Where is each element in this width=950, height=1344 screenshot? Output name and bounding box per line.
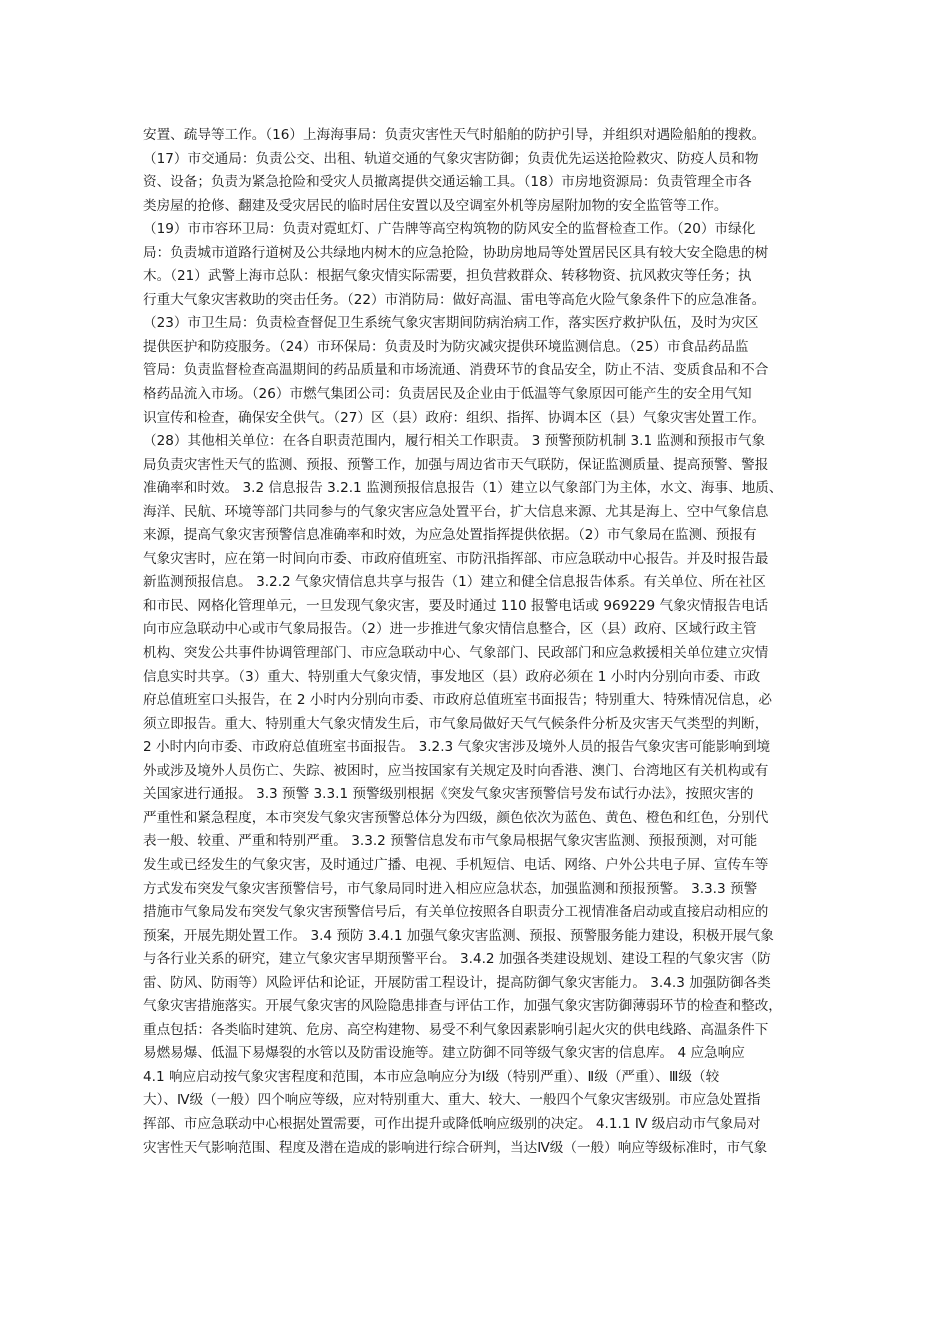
text-line: 发生或已经发生的气象灾害，及时通过广播、电视、手机短信、电话、网络、户外公共电子屏、宣传车等 — [143, 856, 769, 873]
text-line: 2 小时内向市委、市政府总值班室书面报告。 3.2.3 气象灾害涉及境外人员的报告气象灾害可能影响到境 — [143, 739, 771, 756]
text-line: 行重大气象灾害救助的突击任务。（22）市消防局：做好高温、雷电等高危火险气象条件下的应急准备。 — [143, 291, 766, 308]
text-line: 管局：负责监督检查高温期间的药品质量和市场流通、消费环节的食品安全，防止不洁、变质食品和不合 — [143, 362, 769, 379]
text-line: 向市应急联动中心或市气象局报告。（2）进一步推进气象灾情信息整合，区（县）政府、区域行政主管 — [143, 621, 757, 638]
text-line: 来源，提高气象灾害预警信息准确率和时效，为应急处置指挥提供依据。（2）市气象局在监测、预报有 — [143, 527, 757, 544]
body-text — [143, 124, 813, 1160]
text-line: 资、设备；负责为紧急抢险和受灾人员撤离提供交通运输工具。（18）市房地资源局：负责管理全市各 — [143, 174, 752, 191]
text-line: 严重性和紧急程度，本市突发气象灾害预警总体分为四级，颜色依次为蓝色、黄色、橙色和红色，分别代 — [143, 809, 769, 826]
text-line: 与各行业关系的研究，建立气象灾害早期预警平台。 3.4.2 加强各类建设规划、建设工程的气象灾害（防 — [143, 951, 771, 968]
text-line: 局负责灾害性天气的监测、预报、预警工作，加强与周边省市天气联防，保证监测质量、提高预警、警报 — [143, 456, 769, 473]
text-line: 4.1 响应启动按气象灾害程度和范围，本市应急响应分为Ⅰ级（特别严重）、Ⅱ级（严重）、Ⅲ级（较 — [143, 1068, 720, 1085]
text-line: （19）市市容环卫局：负责对霓虹灯、广告牌等高空构筑物的防风安全的监督检查工作。（20）市绿化 — [143, 221, 756, 238]
text-line: 气象灾害措施落实。开展气象灾害的风险隐患排查与评估工作，加强气象灾害防御薄弱环节的检查和整改， — [143, 998, 782, 1015]
text-line: 府总值班室口头报告，在 2 小时内分别向市委、市政府总值班室书面报告；特别重大、特殊情况信息，必 — [143, 692, 773, 709]
text-line: 表一般、较重、严重和特别严重。 3.3.2 预警信息发布市气象局根据气象灾害监测、预报预测，对可能 — [143, 833, 758, 850]
text-line: 关国家进行通报。 3.3 预警 3.3.1 预警级别根据《突发气象灾害预警信号发布试行办法》，按照灾害的 — [143, 786, 754, 803]
text-line: 易燃易爆、低温下易爆裂的水管以及防雷设施等。建立防御不同等级气象灾害的信息库。 4 应急响应 — [143, 1045, 745, 1062]
text-line: 须立即报告。重大、特别重大气象灾情发生后，市气象局做好天气气候条件分析及灾害天气类型的判断， — [143, 715, 769, 732]
text-line: （23）市卫生局：负责检查督促卫生系统气象灾害期间防病治病工作，落实医疗救护队伍，及时为灾区 — [143, 315, 759, 332]
text-line: 类房屋的抢修、翻建及受灾居民的临时居住安置以及空调室外机等房屋附加物的安全监管等工作。 — [143, 197, 728, 214]
text-line: 挥部、市应急联动中心根据处置需要，可作出提升或降低响应级别的决定。 4.1.1 Ⅳ 级启动市气象局对 — [143, 1115, 761, 1132]
text-line: 方式发布突发气象灾害预警信号，市气象局同时进入相应应急状态，加强监测和预报预警。 3.3.3 预警 — [143, 880, 758, 897]
text-line: 灾害性天气影响范围、程度及潜在造成的影响进行综合研判，当达Ⅳ级（一般）响应等级标准时，市气象 — [143, 1139, 768, 1156]
text-line: 局：负责城市道路行道树及公共绿地内树木的应急抢险，协助房地局等处置居民区具有较大安全隐患的树 — [143, 244, 769, 261]
text-line: 外或涉及境外人员伤亡、失踪、被困时，应当按国家有关规定及时向香港、澳门、台湾地区有关机构或有 — [143, 762, 769, 779]
text-line: 机构、突发公共事件协调管理部门、市应急联动中心、气象部门、民政部门和应急救援相关单位建立灾情 — [143, 645, 769, 662]
text-line: 和市民、网格化管理单元，一旦发现气象灾害，要及时通过 110 报警电话或 969229 气象灾情报告电话 — [143, 597, 769, 614]
text-line: 措施市气象局发布突发气象灾害预警信号后，有关单位按照各自职责分工视情准备启动或直接启动相应的 — [143, 904, 769, 921]
text-line: 海洋、民航、环境等部门共同参与的气象灾害应急处置平台，扩大信息来源、尤其是海上、空中气象信息 — [143, 503, 769, 520]
text-line: 提供医护和防疫服务。（24）市环保局：负责及时为防灾减灾提供环境监测信息。（25）市食品药品监 — [143, 338, 749, 355]
text-line: 大）、Ⅳ级（一般）四个响应等级，应对特别重大、重大、较大、一般四个气象灾害级别。市应急处置指 — [143, 1092, 761, 1109]
text-line: 识宣传和检查，确保安全供气。（27）区（县）政府：组织、指挥、协调本区（县）气象灾害处置工作。 — [143, 409, 766, 426]
text-line: （28）其他相关单位：在各自职责范围内，履行相关工作职责。 3 预警预防机制 3.1 监测和预报市气象 — [143, 433, 766, 450]
text-line: 安置、疏导等工作。（16）上海海事局：负责灾害性天气时船舶的防护引导，并组织对遇险船舶的搜救。 — [143, 127, 766, 143]
text-line: 信息实时共享。（3）重大、特别重大气象灾情，事发地区（县）政府必须在 1 小时内分别向市委、市政 — [143, 668, 761, 685]
text-line: 格药品流入市场。（26）市燃气集团公司：负责居民及企业由于低温等气象原因可能产生的安全用气知 — [143, 386, 752, 403]
text-line: （17）市交通局：负责公交、出租、轨道交通的气象灾害防御；负责优先运送抢险救灾、防疫人员和物 — [143, 150, 759, 167]
text-line: 准确率和时效。 3.2 信息报告 3.2.1 监测预报信息报告（1）建立以气象部门为主体，水文、海事、地质、 — [143, 480, 783, 497]
text-line: 木。（21）武警上海市总队：根据气象灾情实际需要，担负营救群众、转移物资、抗风救灾等任务；执 — [143, 268, 752, 285]
text-line: 重点包括：各类临时建筑、危房、高空构建物、易受不利气象因素影响引起火灾的供电线路、高温条件下 — [143, 1021, 769, 1038]
text-line: 气象灾害时，应在第一时间向市委、市政府值班室、市防汛指挥部、市应急联动中心报告。并及时报告最 — [143, 550, 769, 567]
text-line: 预案，开展先期处置工作。 3.4 预防 3.4.1 加强气象灾害监测、预报、预警服务能力建设，积极开展气象 — [143, 927, 774, 944]
text-line: 雷、防风、防雨等）风险评估和论证，开展防雷工程设计，提高防御气象灾害能力。 3.4.3 加强防御各类 — [143, 974, 771, 991]
text-line: 新监测预报信息。 3.2.2 气象灾情信息共享与报告（1）建立和健全信息报告体系。有关单位、所在社区 — [143, 574, 766, 591]
